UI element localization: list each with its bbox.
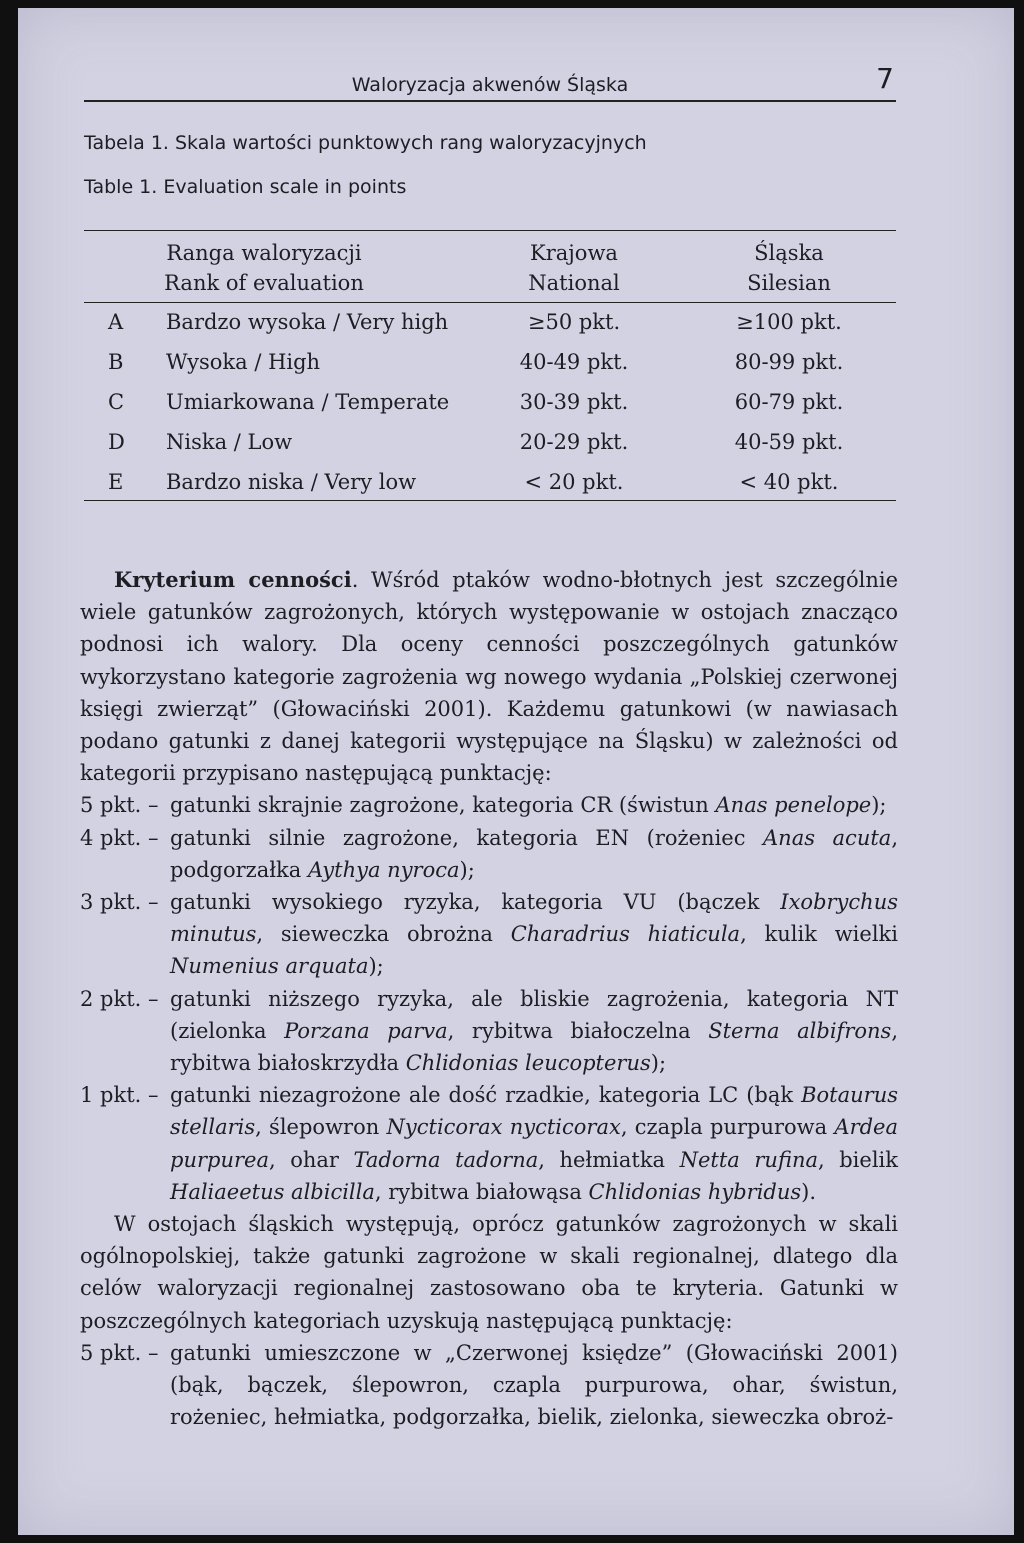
list-item-points: 5 pkt. – (80, 793, 159, 818)
body-text (80, 564, 898, 1433)
list-item-text: gatunki silnie zagrożone, kategoria EN (rożeniec Anas acuta, podgorzałka Aythya nyroca); (170, 825, 898, 882)
row-letter: E (108, 470, 124, 494)
list-item-points: 4 pkt. – (80, 825, 159, 850)
header-silesian-en: Silesian (747, 271, 831, 295)
page-header (84, 62, 896, 102)
list-item-text: gatunki wysokiego ryzyka, kategoria VU (bączek Ixobrychus minutus, sieweczka obrożna Charadrius hiaticula, kulik wielki Numenius arquata); (170, 890, 898, 979)
row-letter: D (108, 430, 125, 454)
list-item-text: gatunki niezagrożone ale dość rzadkie, kategoria LC (bąk Botaurus stellaris, ślepowron Nycticorax nycticorax, czapla purpurowa Ardea purpurea, ohar Tadorna tadorna, hełmiatka Netta rufina, bielik Haliaeetus albicilla, rybitwa białowąsa Chlidonias hybridus). (170, 1083, 899, 1204)
header-rank-en: Rank of evaluation (164, 271, 364, 295)
row-rank-name: Wysoka / High (166, 350, 321, 374)
table-top-rule (84, 230, 896, 231)
row-national: 20-29 pkt. (519, 430, 629, 454)
row-national: 30-39 pkt. (519, 390, 629, 414)
list-item (80, 983, 898, 1080)
list-item (80, 886, 898, 983)
list-item-text: gatunki skrajnie zagrożone, kategoria CR (świstun Anas penelope); (170, 793, 887, 818)
paragraph-criterion: Kryterium cenności. Wśród ptaków wodno-błotnych jest szczególnie wiele gatunków zagrożonych, których występowanie w ostojach znacząco podnosi ich walory. Dla oceny cenności poszczególnych gatunków wykorzystano kategorie zagrożenia wg nowego wydania „Polskiej czerwonej księgi zwierząt” (Głowaciński 2001). Każdemu gatunkowi (w nawiasach podano gatunki z danej kategorii występujące na Śląsku) w zależności od kategorii przypisano następującą punktację: (80, 567, 898, 786)
row-national: < 20 pkt. (524, 470, 624, 494)
evaluation-table (84, 230, 896, 501)
header-national (494, 238, 654, 298)
table-caption-pl: Tabela 1. Skala wartości punktowych rang waloryzacyjnych (84, 132, 647, 154)
list-item-points: 1 pkt. – (80, 1083, 159, 1108)
list-item (80, 822, 898, 886)
header-national-pl: Krajowa (530, 241, 618, 265)
document-page (18, 8, 1014, 1535)
row-rank-name: Bardzo wysoka / Very high (166, 310, 449, 334)
row-national: ≥50 pkt. (527, 310, 621, 334)
row-national: 40-49 pkt. (519, 350, 629, 374)
list-item (80, 1079, 898, 1208)
list-item-points: 2 pkt. – (80, 986, 159, 1011)
table-caption-en: Table 1. Evaluation scale in points (84, 176, 407, 198)
header-national-en: National (528, 271, 620, 295)
row-letter: B (108, 350, 124, 374)
list-item (80, 1337, 898, 1434)
row-rank-name: Niska / Low (166, 430, 293, 454)
row-letter: A (108, 310, 124, 334)
list-item-text: gatunki niższego ryzyka, ale bliskie zagrożenia, kategoria NT (zielonka Porzana parva, rybitwa białoczelna Sterna albifrons, rybitwa białoskrzydła Chlidonias leucopterus); (170, 986, 898, 1076)
header-silesian (709, 238, 869, 298)
row-rank-name: Umiarkowana / Temperate (166, 390, 450, 414)
row-silesian: 40-59 pkt. (734, 430, 844, 454)
header-silesian-pl: Śląska (754, 241, 824, 265)
row-silesian: ≥100 pkt. (736, 310, 842, 334)
header-rank (144, 238, 384, 298)
page-number: 7 (876, 62, 894, 95)
list-item-points: 5 pkt. – (80, 1340, 159, 1365)
list-item (80, 789, 898, 821)
table-bottom-rule (84, 500, 896, 501)
row-letter: C (108, 390, 125, 414)
row-silesian: < 40 pkt. (739, 470, 839, 494)
table-header-rule (84, 302, 896, 303)
criterion-heading: Kryterium cenności (114, 567, 352, 592)
list-item-points: 3 pkt. – (80, 890, 159, 915)
row-silesian: 80-99 pkt. (734, 350, 844, 374)
header-rank-pl: Ranga waloryzacji (166, 241, 362, 265)
row-rank-name: Bardzo niska / Very low (166, 470, 417, 494)
running-title: Waloryzacja akwenów Śląska (351, 74, 629, 96)
row-silesian: 60-79 pkt. (734, 390, 844, 414)
list-item-text: gatunki umieszczone w „Czerwonej księdze” (Głowaciński 2001) (bąk, bączek, ślepowron, czapla purpurowa, ohar, świstun, rożeniec, hełmiatka, podgorzałka, bielik, zielonka, sieweczka obroż- (170, 1340, 898, 1430)
paragraph-regional: W ostojach śląskich występują, oprócz gatunków zagrożonych w skali ogólnopolskiej, także gatunki zagrożone w skali regionalnej, dlatego dla celów waloryzacji regionalnej zastosowano oba te kryteria. Gatunki w poszczególnych kategoriach uzyskują następującą punktację: (80, 1212, 898, 1333)
